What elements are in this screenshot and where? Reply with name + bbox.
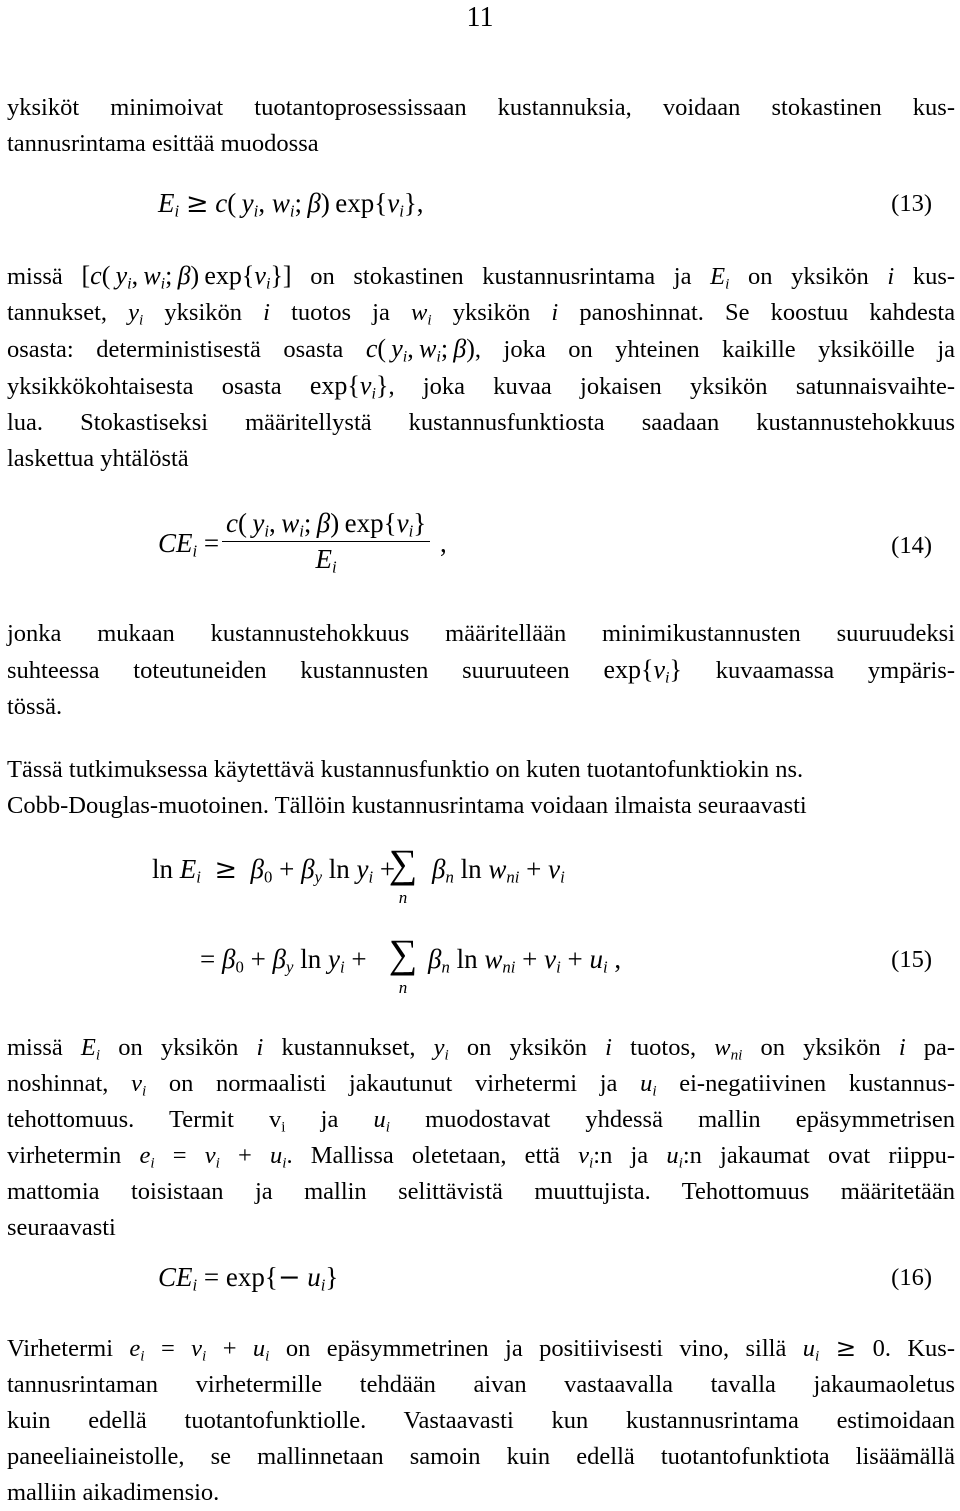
text-line: seuraavasti <box>7 1214 116 1241</box>
text-line: kuin edellä tuotantofunktiolle. Vastaavasti kun kustannusrintama estimoidaan <box>7 1407 955 1434</box>
sum-symbol: ∑ n <box>388 931 418 997</box>
text-line: tössä. <box>7 693 63 720</box>
text: kus- <box>912 263 956 290</box>
text-line: virhetermin $e_i = v_i + u_i$. Mallissa oletetaan, että $v_i:n$ ja $u_i:n$ jakaumat ovat riippu- <box>7 1142 956 1172</box>
inline-formula: $w_i$ <box>410 299 432 329</box>
inline-formula: $u_i$ <box>666 1142 683 1172</box>
inline-formula: $u_i$ <box>640 1070 657 1100</box>
text-line: osasta: deterministisestä osasta c( $y_i$, $w_i$; β), joka on yhteinen kaikille yksiköille ja <box>7 334 956 366</box>
text-line: tannusrintaman virhetermille tehdään aivan vastaavalla tavalla jakaumaoletus <box>7 1371 955 1398</box>
text: on stokastinen kustannusrintama ja <box>310 263 692 290</box>
text-line: jonka mukaan kustannustehokkuus määritellään minimikustannusten suuruudeksi <box>7 620 955 647</box>
text-line: tehottomuus. Termit $v_i$ ja $u_i$ muodostavat yhdessä mallin epäsymmetrisen <box>7 1106 956 1136</box>
inline-formula: $e_i = v_i + u_i$ <box>139 1142 287 1172</box>
equation-14-number: (14) <box>891 532 932 559</box>
inline-formula: c( $y_i$, $w_i$; β) <box>365 334 475 366</box>
inline-formula: $\exp\{v_i\}$ <box>603 655 682 687</box>
paragraph-5 <box>7 1030 955 1246</box>
paragraph-2 <box>7 258 955 477</box>
text-line: suhteessa toteutuneiden kustannusten suuruuteen $\exp\{v_i\}$ kuvaamassa ympäris- <box>7 655 956 687</box>
paragraph-3 <box>7 616 955 725</box>
inline-formula: $u_i$ <box>373 1106 390 1136</box>
equation-15-line-1: $\ln E_i \ge \beta_0 + \beta_y$ $\ln y_i$ + ∑ n $\beta_n$ $\ln w_{ni} + v_i$ <box>152 841 565 907</box>
paragraph-4 <box>7 752 955 824</box>
equation-16-number: (16) <box>891 1264 932 1291</box>
text-line: lua. Stokastiseksi määritellystä kustannusfunktiosta saadaan kustannustehokkuus <box>7 409 955 436</box>
equation-13-formula: $E_i \ge c$( $y_i$, $w_i$; β) $\exp\{v_i\}$, <box>158 188 424 221</box>
inline-formula: $u_i \ge 0$ <box>802 1333 885 1365</box>
text-line: malliin aikadimensio. <box>7 1479 220 1506</box>
inline-formula: $E_i$ <box>80 1034 101 1064</box>
inline-formula: $\exp\{v_i\}$ <box>309 371 389 403</box>
text-line: Cobb-Douglas-muotoinen. Tällöin kustannusrintama voidaan ilmaista seuraavasti <box>7 792 807 819</box>
inline-formula: $y_i$ <box>128 299 144 329</box>
inline-formula: $e_i = v_i + u_i$ <box>129 1335 270 1365</box>
text: missä <box>7 263 63 290</box>
equation-15-line-2: = $\beta_0 + \beta_y$ $\ln y_i$ + ∑ n $\beta_n$ $\ln w_{ni} + v_i + u_i$ , (15) <box>200 931 932 997</box>
page-number: 11 <box>466 2 494 33</box>
inline-formula: $y_i$ <box>433 1034 449 1064</box>
fraction: $\frac{c( y_i, w_i; \beta) \exp\{v_i\}}{E_i}$ <box>222 508 430 575</box>
text-line: Virhetermi $e_i = v_i + u_i$ on epäsymmetrinen ja positiivisesti vino, sillä $u_i \ge 0$. Kus- <box>7 1333 955 1365</box>
paragraph-6 <box>7 1330 955 1511</box>
equation-15-number: (15) <box>891 946 932 973</box>
text-line: yksiköt minimoivat tuotantoprosessissaan kustannuksia, voidaan stokastinen kus- <box>7 94 955 121</box>
text-line: noshinnat, $v_i$ on normaalisti jakautunut virhetermi ja $u_i$ ei-negatiivinen kustannus- <box>7 1070 956 1100</box>
inline-formula: [c( $y_i$, $w_i$; β) $\exp\{v_i\}$] <box>81 261 292 293</box>
inline-formula: $w_{ni}$ <box>714 1034 743 1064</box>
text-line: tannukset, $y_i$ yksikön i tuotos ja $w_i$ yksikön i panoshinnat. Se koostuu kahdesta <box>7 299 956 329</box>
text-line: mattomia toisistaan ja mallin selittävistä muuttujista. Tehottomuus määritetään <box>7 1178 955 1205</box>
text-line: paneeliaineistolle, se mallinnetaan samoin kuin edellä tuotantofunktiota lisäämällä <box>7 1443 955 1470</box>
inline-formula: $E_i$ <box>710 263 730 293</box>
equation-14: $CE_i$ = $\frac{c( y_i, w_i; \beta) \exp\{v_i\}}{E_i}$ , (14) <box>158 508 932 577</box>
equation-13-number: (13) <box>891 190 932 217</box>
inline-formula: $v_i$ <box>269 1106 286 1136</box>
sum-symbol: ∑ n <box>388 841 418 907</box>
text-line: tannusrintama esittää muodossa <box>7 130 319 157</box>
text-line: missä [c( $y_i$, $w_i$; β) $\exp\{v_i\}$] on stokastinen kustannusrintama ja $E_i$ on yksikön i kus- <box>7 261 956 293</box>
text-line: yksikkökohtaisesta osasta $\exp\{v_i\}$, joka kuvaa jokaisen yksikön satunnaisvaihte- <box>7 371 956 403</box>
text: on yksikön <box>747 263 869 290</box>
paragraph-1 <box>7 90 955 162</box>
text-line: missä $E_i$ on yksikön i kustannukset, $y_i$ on yksikön i tuotos, $w_{ni}$ on yksikön i pa- <box>7 1034 956 1064</box>
text-line: laskettua yhtälöstä <box>7 445 189 472</box>
inline-formula: $v_i$ <box>578 1142 594 1172</box>
inline-formula: $v_i$ <box>131 1070 147 1100</box>
text-line: Tässä tutkimuksessa käytettävä kustannusfunktio on kuten tuotantofunktiokin ns. <box>7 756 804 783</box>
